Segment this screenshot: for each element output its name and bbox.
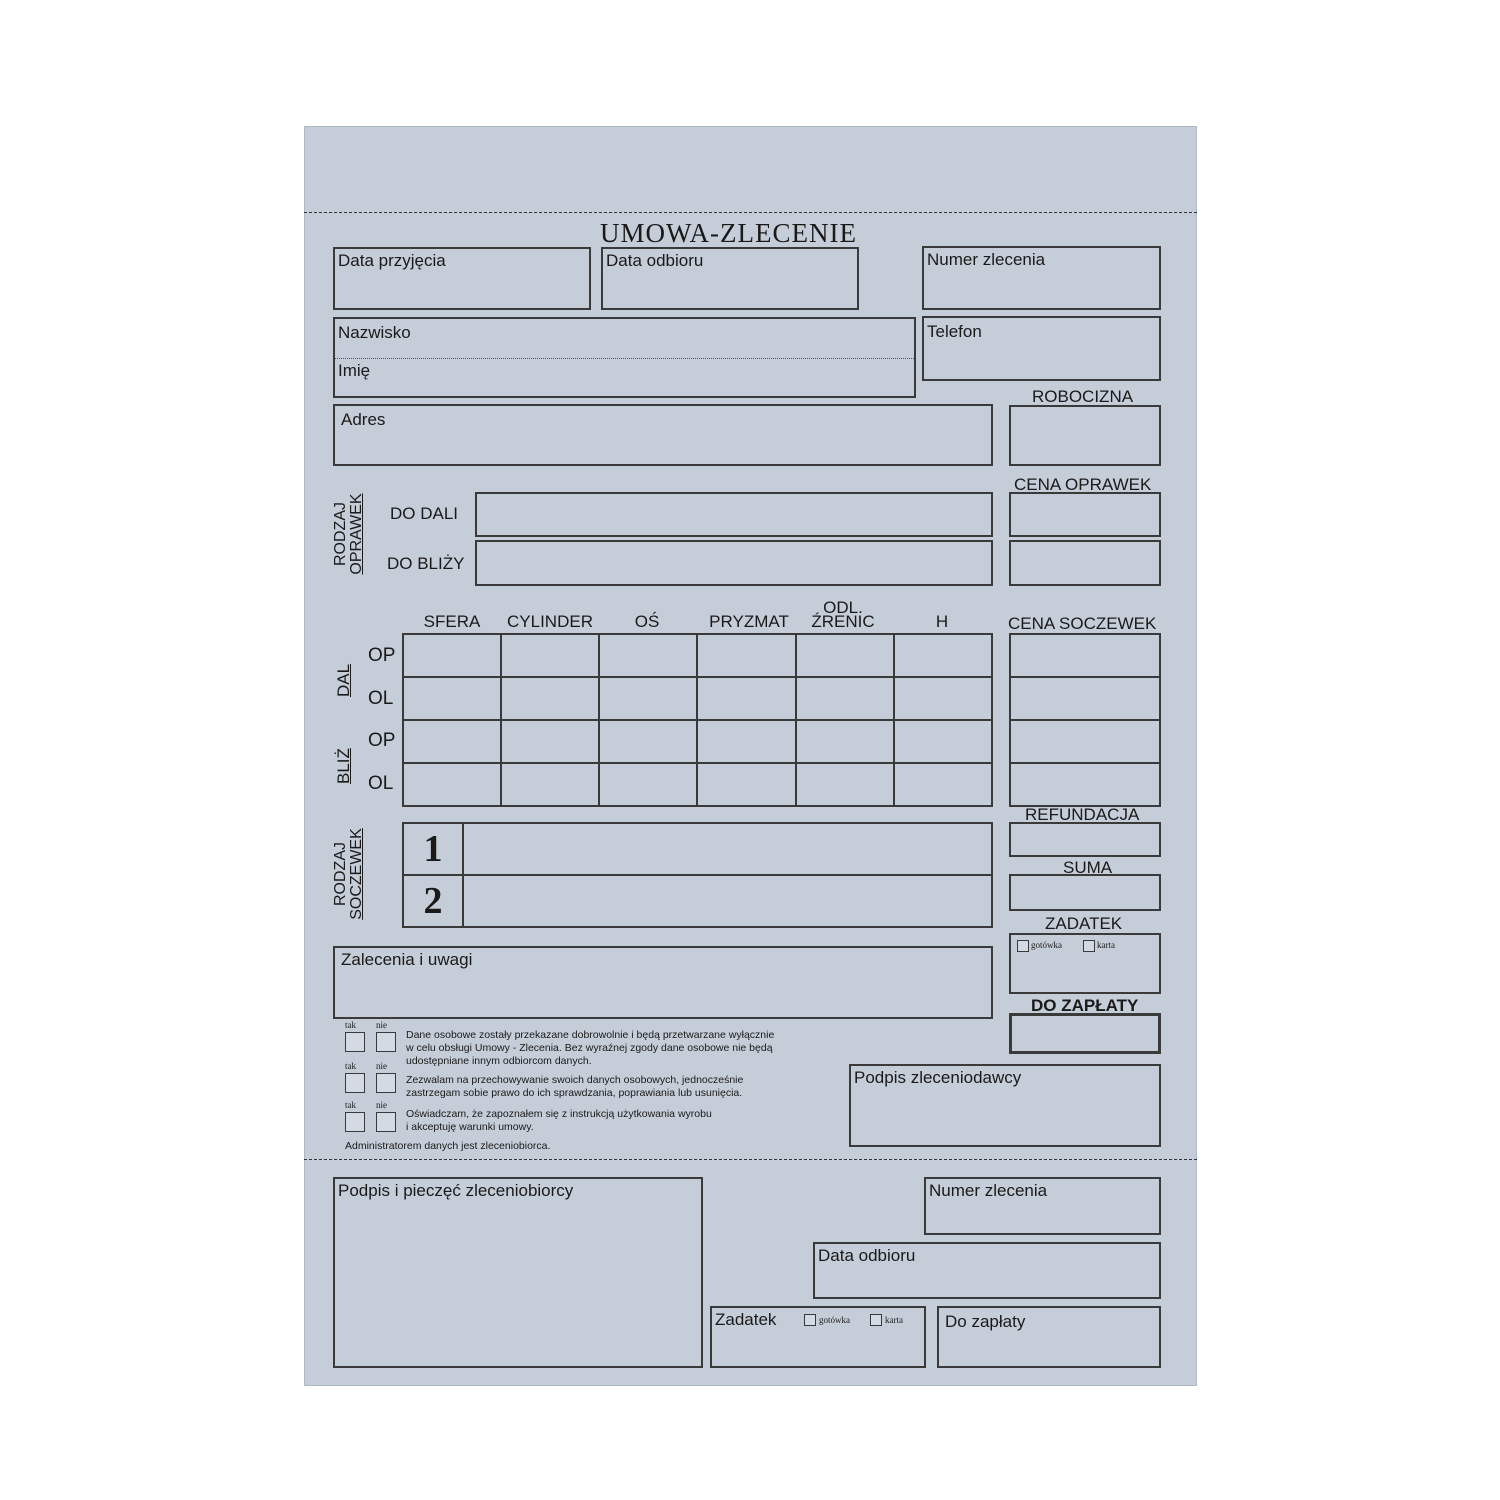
bliz-label: BLIŻ xyxy=(334,748,353,784)
client-signature-field[interactable] xyxy=(849,1064,1161,1147)
rodzaj-oprawek-line1: RODZAJ xyxy=(332,502,349,566)
name-field[interactable] xyxy=(333,317,916,398)
table-row xyxy=(403,763,992,806)
contractor-signature-field[interactable] xyxy=(333,1177,703,1368)
cena-soczewek-table xyxy=(1009,633,1161,807)
bliz-ol-pryzmat-cell[interactable] xyxy=(697,763,795,806)
bliz-op-zrenic-cell[interactable] xyxy=(796,720,894,763)
bliz-ol-label: OL xyxy=(368,773,394,794)
robocizna-field[interactable] xyxy=(1009,405,1161,466)
stub-karta-label: karta xyxy=(885,1315,903,1325)
remarks-field[interactable] xyxy=(333,946,993,1019)
cena-soczewek-bliz-op[interactable] xyxy=(1010,720,1160,763)
date-pickup-field[interactable] xyxy=(601,247,859,310)
consent-3-nie-checkbox[interactable] xyxy=(376,1112,396,1132)
table-row xyxy=(403,634,992,677)
stub-zadatek-field[interactable] xyxy=(710,1306,926,1368)
bliz-ol-zrenic-cell[interactable] xyxy=(796,763,894,806)
zadatek-field[interactable] xyxy=(1009,933,1161,994)
consent-3-tak-label: tak xyxy=(345,1100,356,1110)
consent-1-tak-checkbox[interactable] xyxy=(345,1032,365,1052)
suma-field[interactable] xyxy=(1009,874,1161,911)
consent-2-tak-label: tak xyxy=(345,1061,356,1071)
consent-2-tak-checkbox[interactable] xyxy=(345,1073,365,1093)
stub-gotowka-label: gotówka xyxy=(819,1315,850,1325)
col-h: H xyxy=(935,612,949,631)
form-title: UMOWA-ZLECENIE xyxy=(600,218,857,248)
lens-2-number: 2 xyxy=(423,880,443,922)
col-sfera: SFERA xyxy=(423,612,481,631)
dal-ol-os-cell[interactable] xyxy=(599,677,697,720)
date-pickup-label: Data odbioru xyxy=(606,251,704,270)
rodzaj-oprawek-label xyxy=(333,490,365,578)
order-number-field[interactable] xyxy=(922,246,1161,310)
contractor-signature-label: Podpis i pieczęć zleceniobiorcy xyxy=(338,1181,574,1200)
cena-soczewek-label: CENA SOCZEWEK xyxy=(1008,614,1157,633)
zadatek-gotowka-checkbox[interactable] xyxy=(1017,940,1029,952)
col-pryzmat: PRYZMAT xyxy=(709,612,789,631)
rodzaj-soczewek-line1: RODZAJ xyxy=(332,842,349,906)
cena-oprawek-label: CENA OPRAWEK xyxy=(1014,475,1152,494)
lens-type-table xyxy=(402,822,993,928)
dal-op-zrenic-cell[interactable] xyxy=(796,634,894,677)
address-field[interactable] xyxy=(333,404,993,466)
consent-1-line2: w celu obsługi Umowy - Zlecenia. Bez wyraźnej zgody dane osobowe nie będą xyxy=(406,1042,773,1054)
lens-1-number: 1 xyxy=(423,828,443,870)
dal-op-sfera-cell[interactable] xyxy=(403,634,501,677)
table-row xyxy=(1010,720,1160,763)
dal-ol-cylinder-cell[interactable] xyxy=(501,677,599,720)
prescription-table xyxy=(402,633,993,807)
dal-op-os-cell[interactable] xyxy=(599,634,697,677)
table-row xyxy=(1010,634,1160,677)
lens-2-field[interactable] xyxy=(463,875,992,927)
dal-op-cylinder-cell[interactable] xyxy=(501,634,599,677)
perforation-line-top xyxy=(304,212,1197,213)
do-blizy-field[interactable] xyxy=(475,540,993,586)
zadatek-karta-label: karta xyxy=(1097,940,1115,950)
consent-2-line2: zastrzegam sobie prawo do ich sprawdzania, poprawiania lub usunięcia. xyxy=(406,1087,743,1099)
consent-1-tak-label: tak xyxy=(345,1020,356,1030)
robocizna-label: ROBOCIZNA xyxy=(1032,387,1134,406)
first-name-label: Imię xyxy=(338,361,371,380)
cena-soczewek-dal-ol[interactable] xyxy=(1010,677,1160,720)
stub-order-number-field[interactable] xyxy=(924,1177,1161,1235)
dal-ol-h-cell[interactable] xyxy=(894,677,992,720)
dal-label: DAL xyxy=(334,663,353,697)
col-cylinder: CYLINDER xyxy=(507,612,593,631)
dal-ol-pryzmat-cell[interactable] xyxy=(697,677,795,720)
cena-oprawek-dali-field[interactable] xyxy=(1009,492,1161,537)
col-odl: ODL. xyxy=(823,598,863,617)
col-os: OŚ xyxy=(634,612,660,631)
date-received-field[interactable] xyxy=(333,247,591,310)
stub-do-zaplaty-field[interactable] xyxy=(937,1306,1161,1368)
consent-3-line2: i akceptuję warunki umowy. xyxy=(406,1121,534,1133)
refundacja-label: REFUNDACJA xyxy=(1025,805,1140,824)
phone-field[interactable] xyxy=(922,316,1161,381)
name-divider xyxy=(335,358,914,359)
suma-label: SUMA xyxy=(1063,858,1113,877)
lens-1-field[interactable] xyxy=(463,823,992,875)
lens-2-number-cell xyxy=(403,875,463,927)
consent-3-tak-checkbox[interactable] xyxy=(345,1112,365,1132)
table-row xyxy=(1010,677,1160,720)
consent-1-nie-checkbox[interactable] xyxy=(376,1032,396,1052)
consent-1-nie-label: nie xyxy=(376,1020,387,1030)
stub-do-zaplaty-label: Do zapłaty xyxy=(945,1312,1026,1331)
stub-date-pickup-label: Data odbioru xyxy=(818,1246,916,1265)
do-dali-field[interactable] xyxy=(475,492,993,537)
cena-oprawek-blizy-field[interactable] xyxy=(1009,540,1161,586)
zadatek-gotowka-label: gotówka xyxy=(1031,940,1062,950)
perforation-line-bottom xyxy=(304,1159,1197,1160)
stub-karta-checkbox[interactable] xyxy=(870,1314,882,1326)
consent-3-text xyxy=(406,1108,712,1134)
table-row xyxy=(1010,763,1160,806)
do-zaplaty-field[interactable] xyxy=(1009,1013,1161,1054)
bliz-ol-os-cell[interactable] xyxy=(599,763,697,806)
bliz-ol-sfera-cell[interactable] xyxy=(403,763,501,806)
stub-zadatek-label: Zadatek xyxy=(715,1310,777,1329)
cena-soczewek-dal-op[interactable] xyxy=(1010,634,1160,677)
table-row xyxy=(403,823,992,875)
address-label: Adres xyxy=(341,410,386,429)
bliz-op-h-cell[interactable] xyxy=(894,720,992,763)
consent-1-line3: udostępniane innym odbiorcom danych. xyxy=(406,1055,592,1067)
stub-date-pickup-field[interactable] xyxy=(813,1242,1161,1299)
dal-ol-sfera-cell[interactable] xyxy=(403,677,501,720)
dal-op-h-cell[interactable] xyxy=(894,634,992,677)
consent-2-line1: Zezwalam na przechowywanie swoich danych osobowych, jednocześnie xyxy=(406,1074,744,1086)
rodzaj-soczewek-label xyxy=(333,823,365,925)
remarks-label: Zalecenia i uwagi xyxy=(341,950,473,969)
consent-2-text xyxy=(406,1074,743,1100)
col-zrenic: ŹRENIC xyxy=(811,612,875,631)
consent-1-line1: Dane osobowe zostały przekazane dobrowolnie i będą przetwarzane wyłącznie xyxy=(406,1029,775,1041)
dal-ol-label: OL xyxy=(368,688,394,709)
zadatek-label: ZADATEK xyxy=(1045,914,1123,933)
cena-soczewek-bliz-ol[interactable] xyxy=(1010,763,1160,806)
dal-op-label: OP xyxy=(368,645,396,666)
rodzaj-soczewek-line2: SOCZEWEK xyxy=(348,828,365,920)
do-zaplaty-label: DO ZAPŁATY xyxy=(1031,996,1139,1015)
bliz-op-os-cell[interactable] xyxy=(599,720,697,763)
zadatek-karta-checkbox[interactable] xyxy=(1083,940,1095,952)
dal-ol-zrenic-cell[interactable] xyxy=(796,677,894,720)
stub-order-number-label: Numer zlecenia xyxy=(929,1181,1048,1200)
consent-3-line1: Oświadczam, że zapoznałem się z instrukcją użytkowania wyrobu xyxy=(406,1108,712,1120)
bliz-op-cylinder-cell[interactable] xyxy=(501,720,599,763)
consent-3-nie-label: nie xyxy=(376,1100,387,1110)
stub-gotowka-checkbox[interactable] xyxy=(804,1314,816,1326)
administrator-note: Administratorem danych jest zleceniobiorca. xyxy=(345,1140,551,1152)
bliz-op-sfera-cell[interactable] xyxy=(403,720,501,763)
bliz-op-label: OP xyxy=(368,730,396,751)
bliz-ol-h-cell[interactable] xyxy=(894,763,992,806)
client-signature-label: Podpis zleceniodawcy xyxy=(854,1068,1022,1087)
dal-op-pryzmat-cell[interactable] xyxy=(697,634,795,677)
consent-2-nie-label: nie xyxy=(376,1061,387,1071)
rodzaj-oprawek-line2: OPRAWEK xyxy=(348,493,365,575)
refundacja-field[interactable] xyxy=(1009,822,1161,857)
bliz-ol-cylinder-cell[interactable] xyxy=(501,763,599,806)
phone-label: Telefon xyxy=(927,322,982,341)
consent-1-text xyxy=(406,1029,774,1068)
table-row xyxy=(403,677,992,720)
table-row xyxy=(403,720,992,763)
date-received-label: Data przyjęcia xyxy=(338,251,446,270)
surname-label: Nazwisko xyxy=(338,323,411,342)
bliz-op-pryzmat-cell[interactable] xyxy=(697,720,795,763)
consent-2-nie-checkbox[interactable] xyxy=(376,1073,396,1093)
order-number-label: Numer zlecenia xyxy=(927,250,1046,269)
table-row xyxy=(403,875,992,927)
do-dali-label: DO DALI xyxy=(390,504,459,523)
do-blizy-label: DO BLIŻY xyxy=(387,554,465,573)
lens-1-number-cell xyxy=(403,823,463,875)
